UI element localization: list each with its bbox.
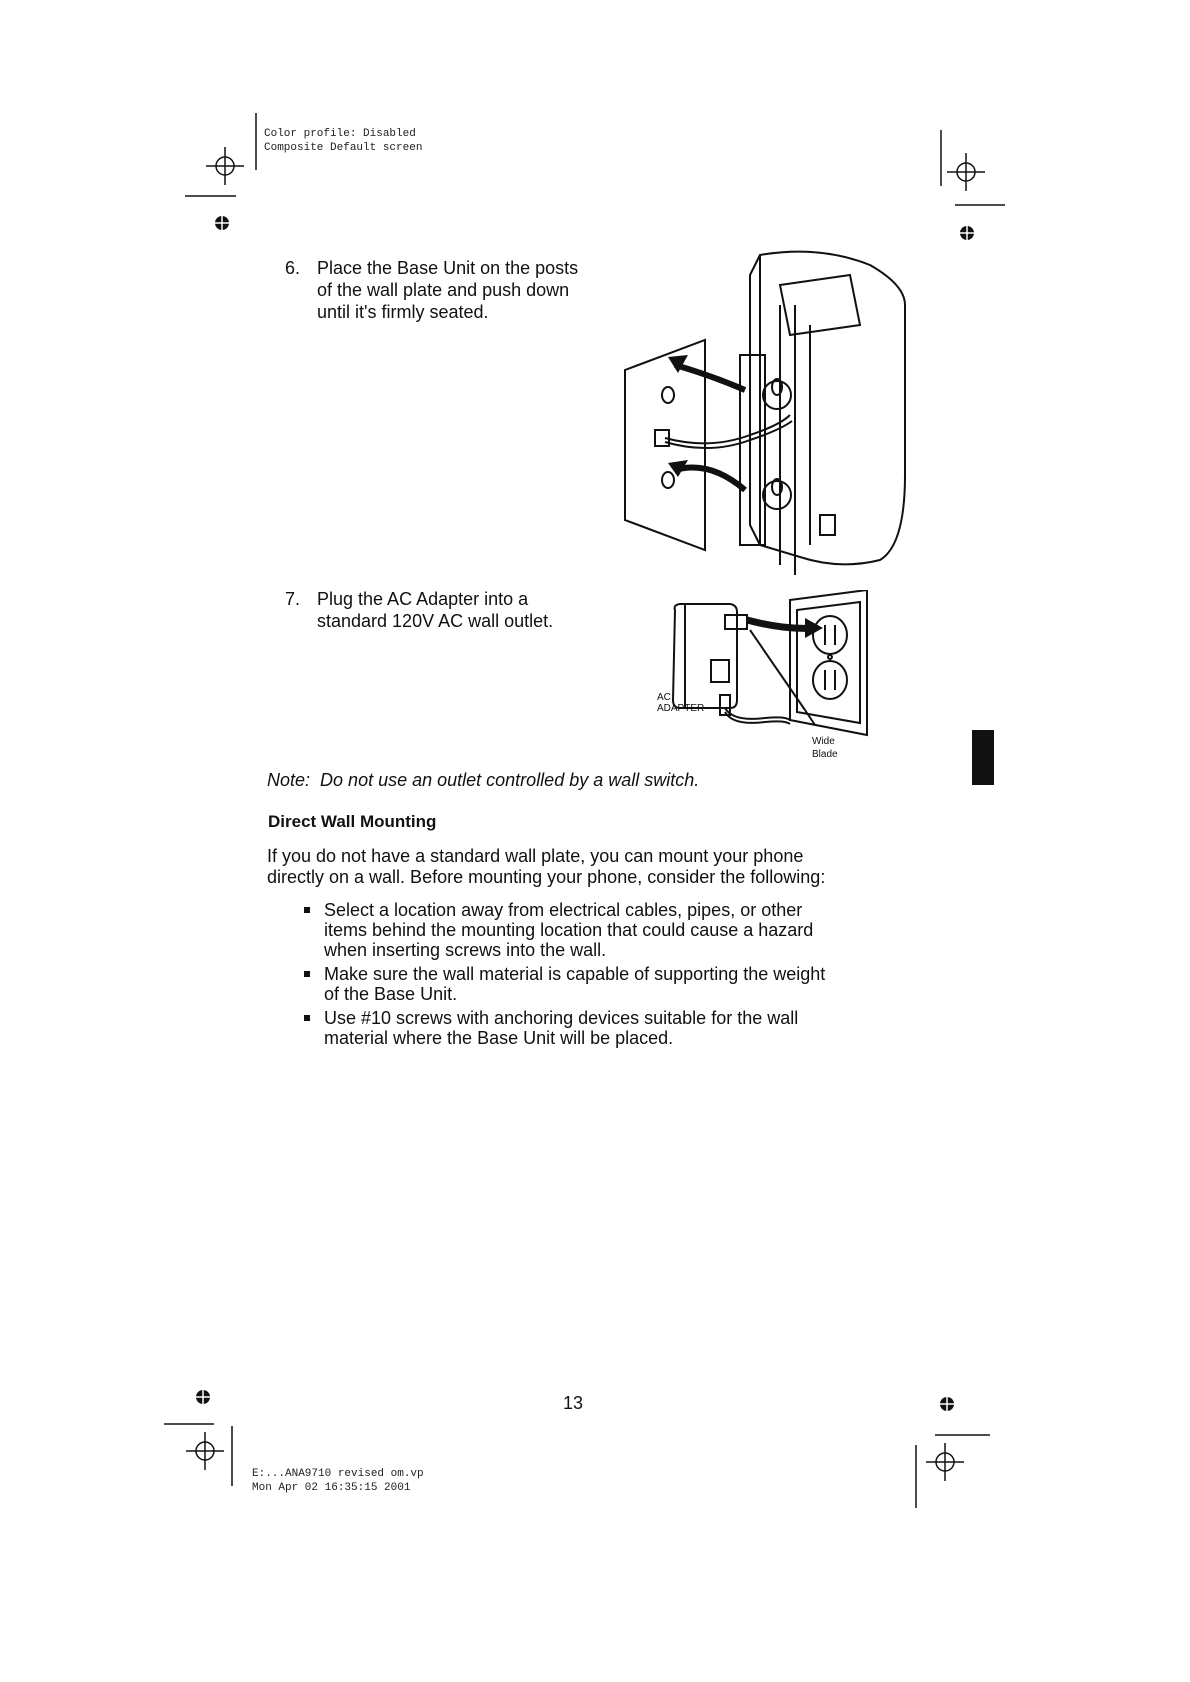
list-item: Make sure the wall material is capable of supporting the weight of the Base Unit.: [300, 964, 920, 1004]
bullet-icon: [304, 971, 310, 977]
section-intro: If you do not have a standard wall plate, you can mount your phone directly on a wall. Before mounting your phone, consider the following:: [267, 846, 826, 887]
step-text: Plug the AC Adapter into a standard 120V AC wall outlet.: [317, 589, 554, 631]
bullet-icon: [304, 1015, 310, 1021]
step-7: [285, 588, 625, 638]
bullet-icon: [304, 907, 310, 913]
ac-adapter-outlet-illustration: [655, 590, 895, 760]
step-number: 7.: [285, 589, 301, 609]
page-number: 13: [563, 1393, 584, 1413]
note-prefix: Note:: [267, 770, 311, 790]
header-color-profile: Color profile: Disabled: [264, 128, 416, 140]
wide-blade-label: Wide Blade: [812, 736, 838, 760]
note-text: Do not use an outlet controlled by a wall switch.: [320, 770, 700, 790]
list-item: Select a location away from electrical cables, pipes, or other items behind the mounting location that could cause a hazard when inserting screws into the wall.: [300, 900, 920, 960]
header-composite: Composite Default screen: [264, 142, 423, 154]
section-heading: Direct Wall Mounting: [268, 812, 437, 831]
ac-adapter-label: AC ADAPTER: [657, 692, 705, 714]
footer-timestamp: Mon Apr 02 16:35:15 2001: [252, 1482, 411, 1494]
step-6: [285, 257, 625, 327]
header-info: [264, 127, 422, 155]
note: [267, 770, 699, 791]
list-item: Use #10 screws with anchoring devices suitable for the wall material where the Base Unit will be placed.: [300, 1008, 920, 1048]
base-unit-wall-plate-illustration: [620, 245, 915, 580]
bullet-list: [300, 900, 920, 1052]
step-text: Place the Base Unit on the posts of the wall plate and push down until it's firmly seated.: [317, 258, 579, 322]
step-number: 6.: [285, 258, 301, 278]
footer-filename: E:...ANA9710 revised om.vp: [252, 1468, 424, 1480]
footer-info: [252, 1467, 424, 1495]
